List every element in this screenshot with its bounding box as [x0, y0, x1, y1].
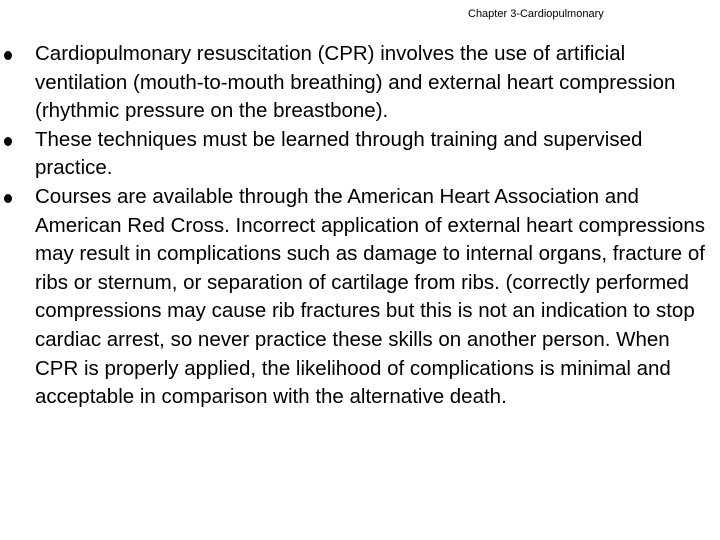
bullet-item [0, 183, 710, 412]
bullet-text: Courses are available through the American Heart Association and American Red Cross. Incorrect application of external heart compressions may result in complications such as damage to internal organs, fracture of ribs or sternum, or separation of cartilage from ribs. (correctly performed compressions may cause rib fractures but this is not an indication to stop cardiac arrest, so never practice these skills on another person. When CPR is properly applied, the likelihood of complications is minimal and acceptable in comparison with the alternative death. [35, 184, 705, 409]
bullet-item [0, 126, 710, 183]
bullet-item [0, 40, 710, 126]
bullet-dot-icon [4, 51, 12, 60]
bullet-dot-icon [4, 194, 12, 203]
chapter-header: Chapter 3-Cardiopulmonary [468, 8, 604, 20]
bullet-dot-icon [4, 137, 12, 146]
bullet-list [0, 40, 710, 412]
bullet-text: Cardiopulmonary resuscitation (CPR) involves the use of artificial ventilation (mouth-to-mouth breathing) and external heart compression (rhythmic pressure on the breastbone). [35, 42, 676, 123]
bullet-text: These techniques must be learned through training and supervised practice. [35, 127, 643, 180]
